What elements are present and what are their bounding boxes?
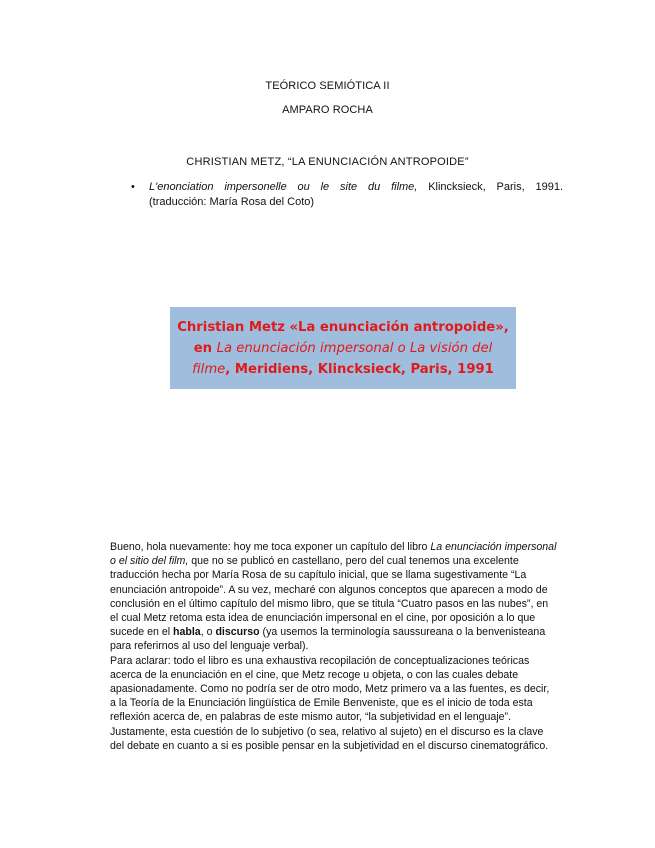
course-title: TEÓRICO SEMIÓTICA II bbox=[265, 80, 390, 92]
banner-line-2 bbox=[170, 338, 516, 359]
p1-text-a: Bueno, hola nuevamente: hoy me toca exponer un capítulo del libro bbox=[110, 541, 431, 553]
reference-publisher: Klincksieck, Paris, 1991. bbox=[417, 181, 563, 193]
banner-line-1: Christian Metz «La enunciación antropoide», bbox=[177, 320, 509, 335]
chapter-title: CHRISTIAN METZ, “LA ENUNCIACIÓN ANTROPOIDE” bbox=[186, 156, 469, 168]
reference-work-title: L'enonciation impersonelle ou le site du filme, bbox=[149, 181, 418, 193]
reference-text bbox=[149, 180, 563, 210]
body-text bbox=[110, 540, 558, 753]
bullet-icon: • bbox=[131, 181, 135, 193]
banner-line-2-prefix: en bbox=[193, 341, 217, 356]
reference-translation: (traducción: María Rosa del Coto) bbox=[149, 196, 315, 208]
p1-book-title: La enunciación impersonal o el sitio del film, bbox=[110, 541, 557, 568]
paragraph-1 bbox=[110, 540, 558, 654]
p1-text-c: , o bbox=[200, 626, 216, 639]
banner-line-3 bbox=[170, 359, 516, 380]
p1-term-discurso: discurso bbox=[215, 626, 260, 639]
p1-term-habla: habla bbox=[173, 626, 201, 639]
citation-banner bbox=[170, 307, 516, 389]
p1-text-d: (ya usemos la terminología saussureana o la benvenisteana para referirnos al uso del lenguaje verbal). bbox=[110, 626, 546, 653]
banner-line-3-rest: , Meridiens, Klincksieck, Paris, 1991 bbox=[225, 362, 494, 377]
banner-line-3-italic: filme bbox=[192, 362, 226, 377]
p1-text-b: que no se publicó en castellano, pero del cual tenemos una excelente traducción hecha por María Rosa de su capítulo inicial, que se llama sugestivamente “La enunciación antropoide”. A su vez, mecharé con algunos conceptos que aparecen a modo de conclusión en el último capítulo del mismo libro, que se titula “Cuatro pasos en las nubes”, en el cual Metz retoma esta idea de enunciación impersonal en el cine, por oposición a lo que sucede en el bbox=[110, 555, 549, 639]
paragraph-2: Para aclarar: todo el libro es una exhaustiva recopilación de conceptualizaciones teóricas acerca de la enunciación en el cine, que Metz recoge u objeta, o con las cuales debate apasionadamente. Como no podría ser de otro modo, Metz primero va a las fuentes, es decir, a la Teoría de la Enunciación lingüística de Emile Benveniste, que es el inicio de toda esta reflexión acerca de, en palabras de este mismo autor, “la subjetividad en el lenguaje”. Justamente, esta cuestión de lo subjetivo (o sea, relativo al sujeto) en el discurso es la clave del debate en cuanto a si es posible pensar en la subjetividad en el discurso cinematográfico. bbox=[110, 654, 550, 752]
author-name: AMPARO ROCHA bbox=[282, 104, 373, 116]
banner-line-2-italic: La enunciación impersonal o La visión del bbox=[216, 341, 493, 356]
reference-list-item bbox=[131, 180, 563, 210]
